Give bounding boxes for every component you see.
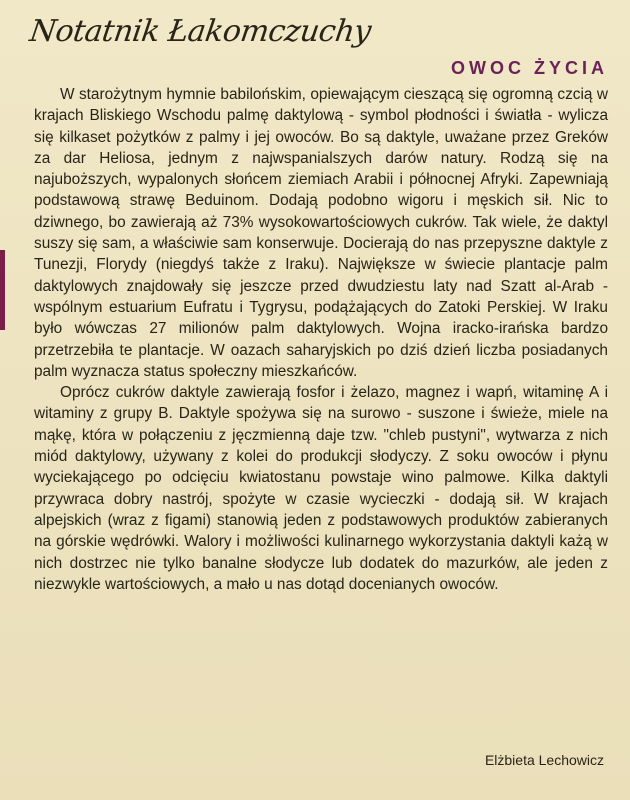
paragraph-1: W starożytnym hymnie babilońskim, opiewającym cieszącą się ogromną czcią w krajach Bliskiego Wschodu palmę daktylową - symbol płodności i światła - wylicza się kilkaset pożytków z palmy i jej owoców. Bo są daktyle, uważane przez Greków za dar Heliosa, jednym z najwspanialszych darów natury. Rodzą się na najuboższych, wypalonych słońcem ziemiach Arabii i północnej Afryki. Zapewniają podstawową strawę Beduinom. Dodają podobno wigoru i męskich sił. Nic to dziwnego, bo zawierają aż 73% wysokowartościowych cukrów. Tak wiele, że daktyl suszy się sam, a właściwie sam konserwuje. Docierają do nas przepyszne daktyle z Tunezji, Florydy (niegdyś także z Iraku). Największe w świecie plantacje palm daktylowych znajdowały się jeszcze przed dwudziestu laty nad Szatt al-Arab - wspólnym estuarium Eufratu i Tygrysu, podążających do Zatoki Perskiej. W Iraku było wówczas 27 milionów palm daktylowych. Wojna iracko-irańska bardzo przetrzebiła te plantacje. W oazach saharyjskich po dziś dzień liczba posiadanych palm wyznacza status społeczny mieszkańców. bbox=[34, 86, 608, 380]
paragraph-2: Oprócz cukrów daktyle zawierają fosfor i żelazo, magnez i wapń, witaminę A i witaminy z grupy B. Daktyle spożywa się na surowo - suszone i świeże, miele na mąkę, która w połączeniu z jęczmienną daje tzw. "chleb pustyni", wytwarza z nich miód daktylowy, używany z kolei do produkcji słodyczy. Z soku owoców i płynu wyciekającego po odcięciu kwiatostanu powstaje wino palmowe. Kilka daktyli przywraca dobry nastrój, spożyte w czasie wycieczki - dodają sił. W krajach alpejskich (wraz z figami) stanowią jeden z podstawowych produktów zabieranych na górskie wędrówki. Walory i możliwości kulinarnego wykorzystania daktyli każą w nich dostrzec nie tylko banalne słodycze lub dodatek do mazurków, ale jeden z niezwykle wartościowych, a mało u nas dotąd docenianych owoców. bbox=[34, 384, 608, 593]
edge-color-mark bbox=[0, 250, 5, 330]
author-signature: Elżbieta Lechowicz bbox=[484, 752, 604, 768]
article-title: OWOC ŻYCIA bbox=[451, 58, 608, 78]
article-body bbox=[34, 84, 608, 595]
column-title: Notatnik Łakomczuchy bbox=[27, 14, 374, 49]
